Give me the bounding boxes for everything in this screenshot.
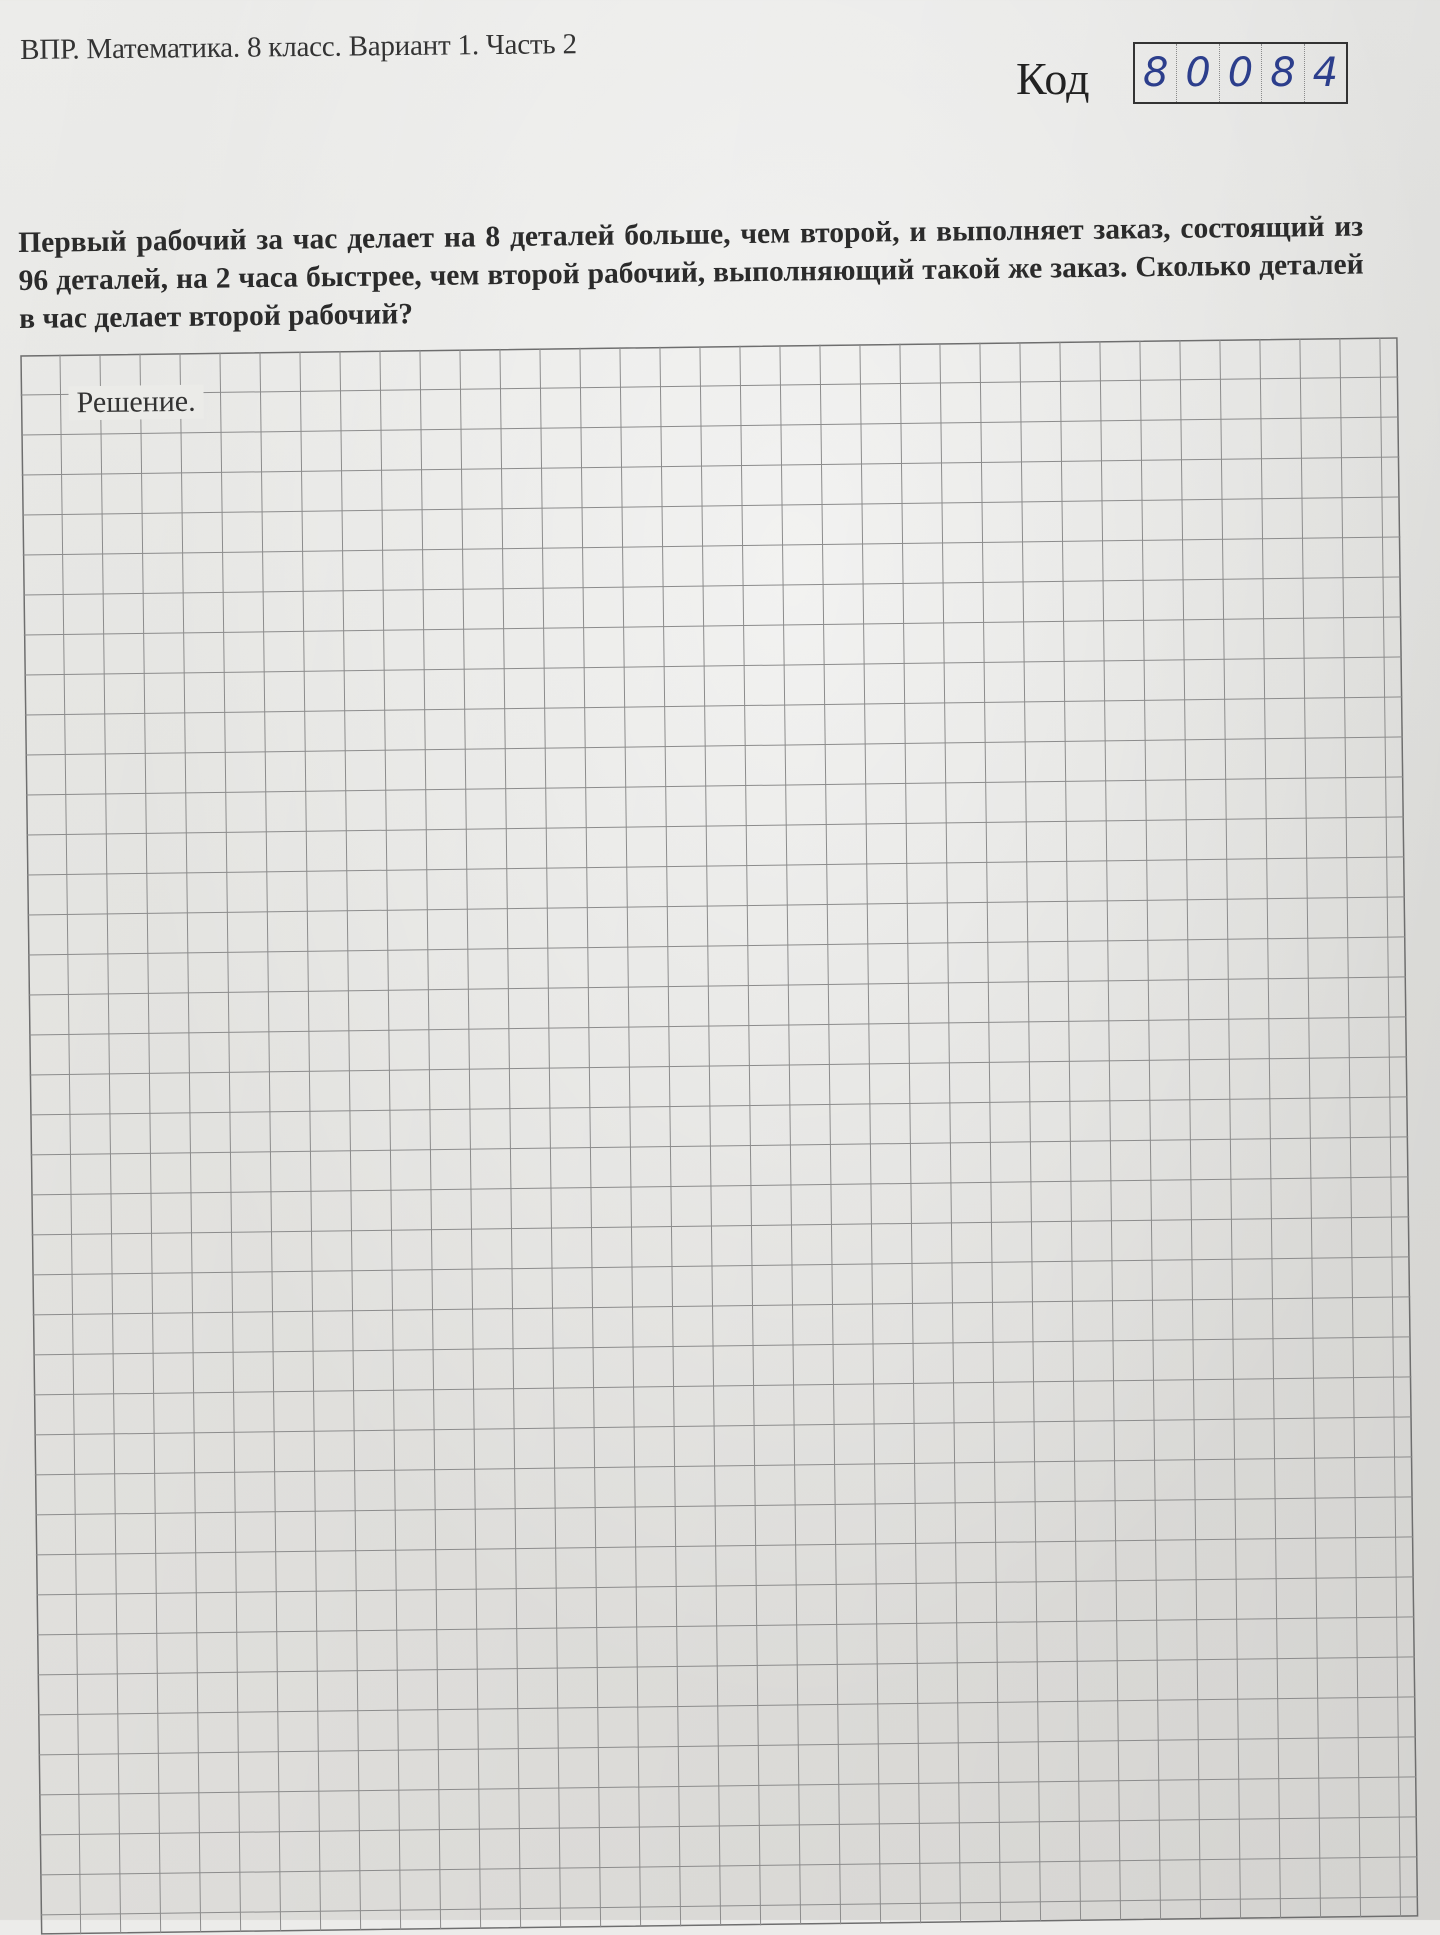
grid-line-vertical bbox=[580, 348, 601, 1928]
grid-line-vertical bbox=[420, 350, 441, 1930]
grid-line-horizontal bbox=[30, 1137, 1408, 1155]
grid-line-horizontal bbox=[26, 817, 1404, 835]
code-digit: 8 bbox=[1262, 44, 1304, 102]
grid-line-vertical bbox=[660, 347, 681, 1927]
grid-line-vertical bbox=[300, 351, 321, 1931]
grid-line-horizontal bbox=[24, 617, 1402, 635]
grid-line-vertical bbox=[340, 351, 361, 1931]
grid-line-horizontal bbox=[32, 1257, 1410, 1275]
grid-line-vertical bbox=[1020, 342, 1041, 1922]
grid-line-vertical bbox=[1140, 340, 1161, 1920]
grid-line-horizontal bbox=[21, 377, 1399, 395]
grid-line-vertical bbox=[1100, 341, 1121, 1921]
solution-label: Решение. bbox=[68, 385, 203, 421]
grid-line-horizontal bbox=[22, 457, 1400, 475]
grid-line-horizontal bbox=[35, 1457, 1413, 1475]
grid-line-vertical bbox=[140, 353, 161, 1933]
grid-line-horizontal bbox=[29, 1017, 1407, 1035]
grid-line-vertical bbox=[260, 352, 281, 1932]
grid-line-horizontal bbox=[33, 1337, 1411, 1355]
grid-line-horizontal bbox=[30, 1097, 1408, 1115]
code-digit: 0 bbox=[1177, 44, 1219, 102]
grid-line-vertical bbox=[1220, 339, 1241, 1919]
grid-line-vertical bbox=[900, 343, 921, 1923]
grid-line-horizontal bbox=[24, 657, 1402, 675]
answer-area[interactable] bbox=[20, 337, 1419, 1935]
grid-line-horizontal bbox=[40, 1857, 1418, 1875]
grid-line-horizontal bbox=[29, 1057, 1407, 1075]
code-digit: 8 bbox=[1135, 44, 1177, 102]
grid-line-horizontal bbox=[38, 1697, 1416, 1715]
grid-line-horizontal bbox=[23, 537, 1401, 555]
grid-line-horizontal bbox=[25, 697, 1403, 715]
grid-line-vertical bbox=[500, 349, 521, 1929]
grid-line-horizontal bbox=[36, 1537, 1414, 1555]
code-digit: 4 bbox=[1312, 50, 1339, 96]
task-text: Первый рабочий за час делает на 8 деталей больше, чем второй, и выполняет заказ, состоящий из 96 деталей, на 2 часа быстрее, чем второй рабочий, выполняющий такой же заказ. Сколько деталей в час делает второй рабочий? bbox=[18, 210, 1364, 335]
grid-line-horizontal bbox=[26, 777, 1404, 795]
grid-line-vertical bbox=[1060, 341, 1081, 1921]
grid-line-vertical bbox=[740, 346, 761, 1926]
grid-line-vertical bbox=[1300, 338, 1321, 1918]
grid-line-horizontal bbox=[34, 1417, 1412, 1435]
grid-line-vertical bbox=[980, 342, 1001, 1922]
grid-line-horizontal bbox=[34, 1377, 1412, 1395]
grid-line-vertical bbox=[860, 344, 881, 1924]
grid-line-horizontal bbox=[33, 1297, 1411, 1315]
grid-line-horizontal bbox=[27, 857, 1405, 875]
grid-line-horizontal bbox=[38, 1737, 1416, 1755]
grid-line-vertical bbox=[180, 353, 201, 1933]
grid-line-vertical bbox=[940, 343, 961, 1923]
page-header-title: ВПР. Математика. 8 класс. Вариант 1. Часть 2 bbox=[20, 28, 577, 66]
code-label: Код bbox=[1016, 53, 1090, 104]
grid-line-horizontal bbox=[27, 897, 1405, 915]
grid-line-horizontal bbox=[22, 497, 1400, 515]
grid-line-vertical bbox=[620, 347, 641, 1927]
grid-line-vertical bbox=[700, 346, 721, 1926]
grid-line-vertical bbox=[1180, 340, 1201, 1920]
grid-line-vertical bbox=[1340, 338, 1361, 1918]
squared-grid bbox=[20, 337, 1419, 1935]
code-box bbox=[1133, 42, 1348, 104]
grid-line-horizontal bbox=[28, 937, 1406, 955]
grid-line-horizontal bbox=[39, 1817, 1417, 1835]
grid-line-horizontal bbox=[28, 977, 1406, 995]
grid-line-horizontal bbox=[23, 577, 1401, 595]
grid-line-vertical bbox=[1380, 337, 1401, 1917]
grid-line-vertical bbox=[540, 348, 561, 1928]
grid-line-vertical bbox=[100, 354, 121, 1934]
grid-line-horizontal bbox=[35, 1497, 1413, 1515]
grid-line-horizontal bbox=[36, 1577, 1414, 1595]
grid-line-horizontal bbox=[40, 1897, 1418, 1915]
grid-line-vertical bbox=[380, 350, 401, 1930]
grid-line-horizontal bbox=[39, 1777, 1417, 1795]
code-digit: 0 bbox=[1220, 44, 1262, 102]
grid-line-horizontal bbox=[31, 1177, 1409, 1195]
grid-line-vertical bbox=[1260, 339, 1281, 1919]
grid-line-horizontal bbox=[37, 1657, 1415, 1675]
grid-line-horizontal bbox=[21, 417, 1399, 435]
grid-line-vertical bbox=[60, 354, 81, 1934]
grid-line-horizontal bbox=[37, 1617, 1415, 1635]
grid-line-horizontal bbox=[25, 737, 1403, 755]
grid-line-vertical bbox=[820, 345, 841, 1925]
grid-line-vertical bbox=[780, 345, 801, 1925]
grid-line-vertical bbox=[220, 352, 241, 1932]
grid-line-horizontal bbox=[32, 1217, 1410, 1235]
grid-line-vertical bbox=[460, 349, 481, 1929]
